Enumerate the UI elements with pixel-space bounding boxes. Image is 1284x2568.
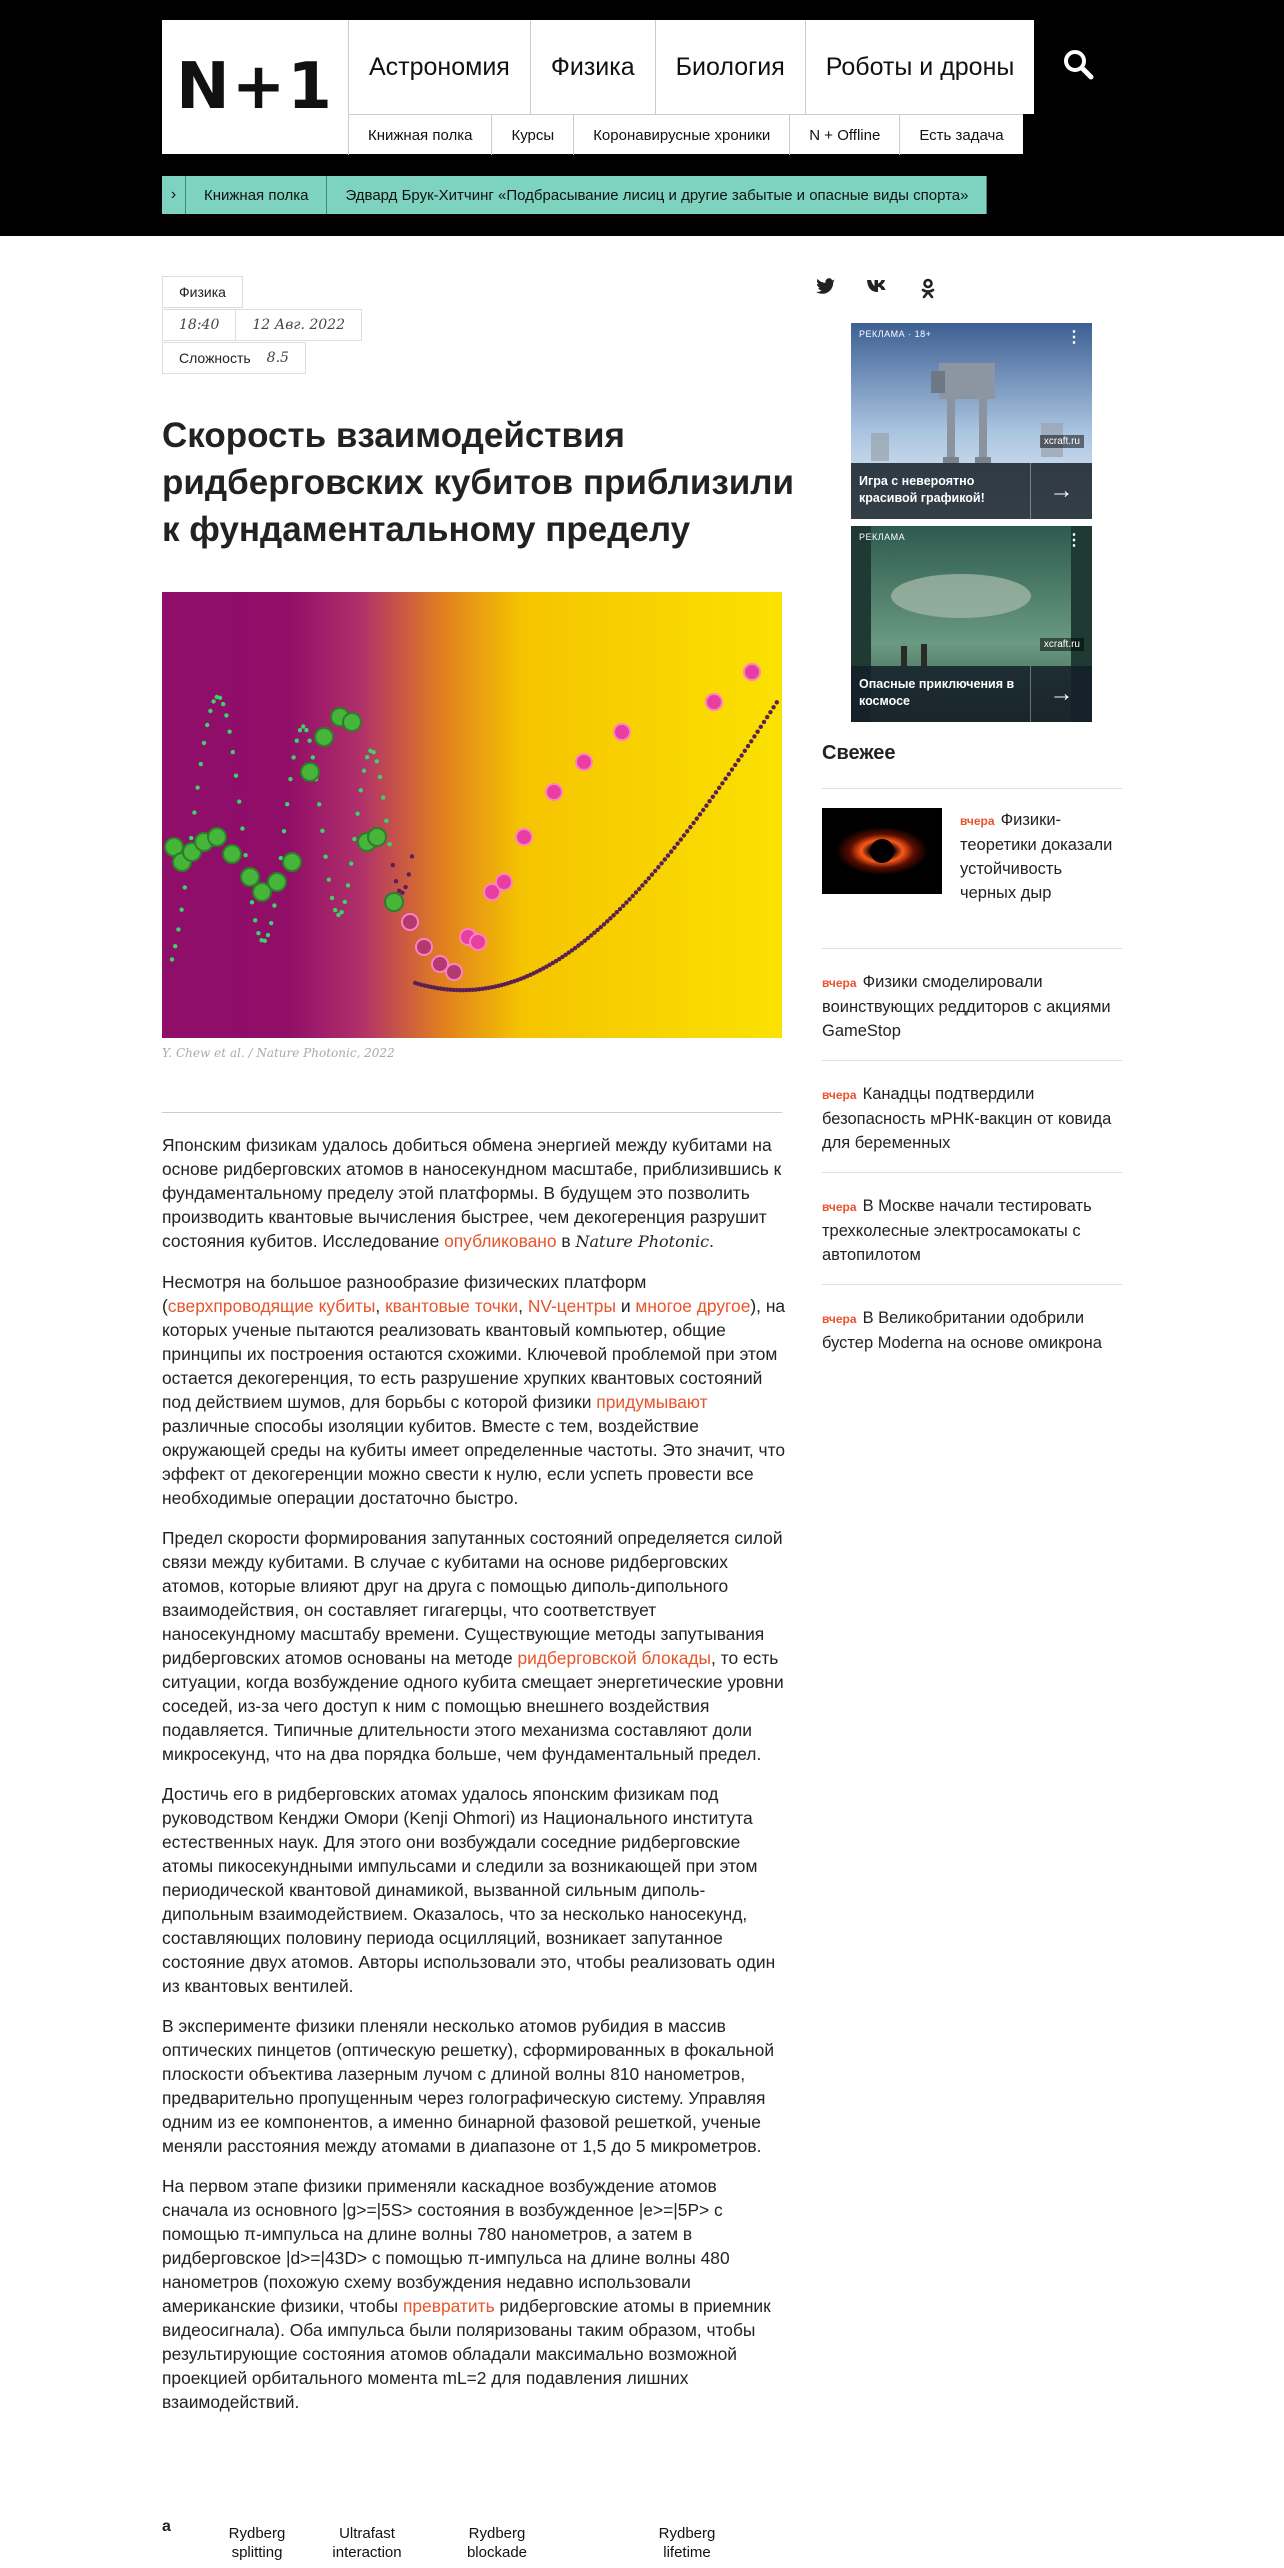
wave-point bbox=[400, 891, 404, 895]
wave-point bbox=[663, 857, 667, 861]
difficulty-label: Сложность bbox=[179, 350, 251, 366]
site-logo[interactable]: N+1 bbox=[162, 20, 348, 154]
figure-label: Rydberg lifetime bbox=[658, 2525, 716, 2561]
nav-robots[interactable]: Роботы и дроны bbox=[805, 20, 1035, 114]
ad-banner[interactable] bbox=[851, 526, 1092, 722]
wave-point bbox=[211, 699, 215, 703]
wave-point bbox=[301, 724, 305, 728]
news-time: вчера bbox=[960, 814, 995, 828]
vk-icon[interactable] bbox=[866, 278, 890, 294]
wave-point bbox=[387, 842, 391, 846]
figure-label: Ultrafast interaction bbox=[332, 2525, 402, 2561]
nav-physics[interactable]: Физика bbox=[530, 20, 655, 114]
wave-point bbox=[682, 833, 686, 837]
wave-point bbox=[291, 755, 295, 759]
measurement-dot bbox=[283, 853, 301, 871]
news-title: В Москве начали тестировать трехколесные электросамокаты с автопилотом bbox=[822, 1197, 1092, 1264]
news-title: Физики смоделировали воинствующих реддиторов с акциями GameStop bbox=[822, 973, 1111, 1040]
ad-caption bbox=[851, 463, 1092, 519]
ad-text: Опасные приключения в космосе bbox=[859, 677, 1015, 708]
measurement-dot bbox=[744, 664, 760, 680]
wave-point bbox=[755, 729, 759, 733]
image-caption: Y. Chew et al. / Nature Photonic, 2022 bbox=[162, 1046, 395, 1060]
wave-point bbox=[323, 854, 327, 858]
arrow-right-icon[interactable]: → bbox=[1030, 463, 1092, 519]
wave-point bbox=[634, 890, 638, 894]
ticker-headline[interactable]: Эдвард Брук-Хитчинг «Подбрасывание лисиц и другие забытые и опасные виды спорта» bbox=[327, 176, 987, 214]
wave-point bbox=[362, 769, 366, 773]
wave-point bbox=[643, 880, 647, 884]
wave-point bbox=[615, 910, 619, 914]
wave-point bbox=[704, 803, 708, 807]
text: Несмотря на большое разнообразие физических платформ ( bbox=[162, 1272, 647, 1316]
wave-point bbox=[675, 841, 679, 845]
news-time: вчера bbox=[822, 1088, 857, 1102]
wave-point bbox=[243, 853, 247, 857]
wave-point bbox=[410, 854, 414, 858]
text: Японским физикам удалось добиться обмена энергией между кубитами на основе ридберговских атомов в наносекундном масштабе, приблизившись к фундаментальному пределу этой платформы. В будущем это позволить производить квантовые вычисления быстрее, чем декогеренция разрушит состояния кубитов. Исследование bbox=[162, 1135, 782, 1251]
wave-point bbox=[707, 799, 711, 803]
text: и bbox=[615, 1296, 636, 1316]
wave-point bbox=[736, 758, 740, 762]
wave-point bbox=[333, 908, 337, 912]
rydberg-blockade-link[interactable]: ридберговской блокады bbox=[517, 1648, 712, 1668]
wave-point bbox=[627, 897, 631, 901]
wave-point bbox=[691, 821, 695, 825]
wave-point bbox=[359, 788, 363, 792]
news-title: Канадцы подтвердили безопасность мРНК-вакцин от ковида для беременных bbox=[822, 1085, 1112, 1152]
wave-point bbox=[384, 819, 388, 823]
news-thumbnail[interactable] bbox=[822, 808, 942, 894]
subnav-offline[interactable]: N + Offline bbox=[789, 115, 899, 155]
wave-point bbox=[208, 709, 212, 713]
more-options-icon[interactable]: ⋮ bbox=[1066, 532, 1082, 549]
wave-point bbox=[349, 861, 353, 865]
wave-point bbox=[272, 903, 276, 907]
wave-point bbox=[298, 728, 302, 732]
wave-point bbox=[307, 738, 311, 742]
wave-point bbox=[624, 900, 628, 904]
article-hero-image bbox=[162, 592, 782, 1038]
wave-point bbox=[656, 865, 660, 869]
wave-point bbox=[605, 919, 609, 923]
odnoklassniki-icon[interactable] bbox=[920, 278, 936, 300]
wave-point bbox=[266, 933, 270, 937]
wave-point bbox=[666, 853, 670, 857]
wave-point bbox=[394, 879, 398, 883]
wave-point bbox=[183, 885, 187, 889]
measurement-dot bbox=[446, 964, 462, 980]
wave-point bbox=[771, 705, 775, 709]
wave-point bbox=[221, 702, 225, 706]
news-time: вчера bbox=[822, 976, 857, 990]
measurement-dot bbox=[402, 914, 418, 930]
news-item[interactable] bbox=[822, 970, 1122, 1043]
text: ридберговские атомы в приемник видеосигнала). Оба импульса были поляризованы таким образом, чтобы результирующие состояния атомов обладали максимально возможной проекцией орбитального момента mL=2 для подавления лишних взаимодействий. bbox=[162, 2296, 771, 2412]
wave-point bbox=[352, 837, 356, 841]
divider bbox=[822, 948, 1122, 949]
ad-text: Игра с невероятно красивой графикой! bbox=[859, 474, 985, 505]
wave-point bbox=[723, 777, 727, 781]
text: , bbox=[375, 1296, 386, 1316]
text: ), на которых ученые пытаются реализовать квантовый компьютер, общие принципы их построения остаются схожими. Ключевой проблемой при этом остается декогеренция, то есть разрушение хрупких квантовых состояний под действием шумов, для борьбы с которой физики bbox=[162, 1296, 786, 1412]
wave-point bbox=[205, 723, 209, 727]
measurement-dot bbox=[268, 873, 286, 891]
wave-point bbox=[189, 836, 193, 840]
ticker-bar bbox=[162, 176, 987, 214]
text: различные способы изоляции кубитов. Вместе с тем, воздействие окружающей среды на кубиты имеет определенные частоты. Это значит, что эффект от декогеренции можно свести к нулю, если успеть провести все необходимые операции достаточно быстро. bbox=[162, 1416, 786, 1508]
journal-name: Nature Photonic bbox=[575, 1232, 710, 1251]
subnav-task[interactable]: Есть задача bbox=[899, 115, 1022, 155]
wave-point bbox=[727, 772, 731, 776]
arrow-right-icon[interactable]: → bbox=[1030, 666, 1092, 722]
wave-point bbox=[237, 799, 241, 803]
wave-point bbox=[733, 763, 737, 767]
wave-point bbox=[269, 921, 273, 925]
quantum-dots-link[interactable]: квантовые точки bbox=[385, 1296, 519, 1316]
wave-point bbox=[282, 829, 286, 833]
wave-point bbox=[250, 900, 254, 904]
published-link[interactable]: опубликовано bbox=[444, 1231, 557, 1251]
wave-point bbox=[371, 750, 375, 754]
wave-point bbox=[701, 808, 705, 812]
paragraph bbox=[162, 2174, 786, 2414]
wave-point bbox=[231, 750, 235, 754]
wave-point bbox=[714, 790, 718, 794]
wave-point bbox=[202, 741, 206, 745]
sub-nav bbox=[348, 114, 1023, 154]
measurement-dot bbox=[470, 934, 486, 950]
wave-point bbox=[711, 795, 715, 799]
measurement-dot bbox=[416, 939, 432, 955]
wave-point bbox=[637, 887, 641, 891]
news-time: вчера bbox=[822, 1200, 857, 1214]
wave-point bbox=[631, 894, 635, 898]
measurement-dot bbox=[208, 828, 226, 846]
wave-point bbox=[746, 744, 750, 748]
news-title: В Великобритании одобрили бустер Moderna на основе омикрона bbox=[822, 1309, 1102, 1352]
invent-link[interactable]: придумывают bbox=[596, 1392, 708, 1412]
wave-point bbox=[698, 812, 702, 816]
fresh-heading: Свежее bbox=[822, 742, 896, 764]
wave-point bbox=[327, 877, 331, 881]
news-item[interactable] bbox=[822, 1306, 1122, 1355]
wave-point bbox=[320, 829, 324, 833]
publish-date: 12 Авг. 2022 bbox=[235, 310, 361, 340]
wave-point bbox=[717, 786, 721, 790]
wave-point bbox=[176, 927, 180, 931]
subnav-covid[interactable]: Коронавирусные хроники bbox=[573, 115, 789, 155]
ad-caption bbox=[851, 666, 1092, 722]
paragraph bbox=[162, 1526, 786, 1766]
wave-point bbox=[224, 713, 228, 717]
paragraph: Достичь его в ридберговских атомах удалось японским физикам под руководством Кенджи Омори (Kenji Ohmori) из Национального института естественных наук. Для этого они возбуждали соседние ридберговские атомы пикосекундными импульсами и следили за возникающей при этом периодической квантовой динамикой, вызванной сильным диполь-дипольным взаимодействием. Оказалось, что за несколько наносекунд, составляющих половину периода осцилляций, возникает запутанное состояние двух атомов. Авторы использовали это, чтобы реализовать один из квантовых вентилей. bbox=[162, 1784, 776, 1996]
wave-point bbox=[343, 900, 347, 904]
wave-point bbox=[295, 739, 299, 743]
wave-point bbox=[672, 845, 676, 849]
divider bbox=[822, 788, 1122, 789]
subnav-courses[interactable]: Курсы bbox=[491, 115, 573, 155]
chevron-right-icon[interactable]: › bbox=[162, 176, 186, 214]
news-item[interactable] bbox=[822, 1082, 1122, 1155]
article-meta bbox=[162, 276, 362, 375]
ticker-category[interactable]: Книжная полка bbox=[186, 176, 327, 214]
divider bbox=[822, 1284, 1122, 1285]
wave-point bbox=[170, 957, 174, 961]
figure-panel-label: a bbox=[162, 2518, 171, 2535]
much-more-link[interactable]: многое другое bbox=[635, 1296, 751, 1316]
wave-point bbox=[365, 755, 369, 759]
article-body bbox=[162, 1133, 786, 2430]
ad-source: xcraft.ru bbox=[1040, 435, 1084, 448]
wave-point bbox=[403, 885, 407, 889]
wave-point bbox=[720, 781, 724, 785]
wave-point bbox=[253, 918, 257, 922]
search-icon[interactable] bbox=[1060, 46, 1096, 82]
date-tag bbox=[162, 309, 362, 341]
divider bbox=[822, 1060, 1122, 1061]
measurement-dot bbox=[241, 868, 259, 886]
wave-point bbox=[339, 910, 343, 914]
wave-point bbox=[659, 861, 663, 865]
wave-point bbox=[346, 883, 350, 887]
measurement-dot bbox=[496, 874, 512, 890]
wave-point bbox=[669, 849, 673, 853]
wave-point bbox=[688, 825, 692, 829]
rubric-tag[interactable]: Физика bbox=[162, 276, 243, 308]
wave-point bbox=[775, 700, 779, 704]
text: , bbox=[518, 1296, 528, 1316]
wave-point bbox=[381, 795, 385, 799]
ad-source: xcraft.ru bbox=[1040, 638, 1084, 651]
wave-point bbox=[685, 829, 689, 833]
wave-point bbox=[375, 759, 379, 763]
ad-banner[interactable] bbox=[851, 323, 1092, 519]
wave-point bbox=[192, 810, 196, 814]
text: , то есть ситуации, когда возбуждение одного кубита смещает энергетические уровни соседей, из-за чего доступ к ним с помощью внешнего воздействия подавляется. Типичные длительности этого механизма составляют доли микросекунд, что на два порядка больше, чем фундаментальный предел. bbox=[162, 1648, 784, 1764]
measurement-dot bbox=[385, 893, 403, 911]
wave-point bbox=[355, 812, 359, 816]
wave-point bbox=[679, 837, 683, 841]
wave-point bbox=[263, 939, 267, 943]
wave-point bbox=[653, 869, 657, 873]
ad-label: РЕКЛАМА bbox=[859, 532, 906, 542]
wave-point bbox=[618, 907, 622, 911]
main-nav bbox=[348, 20, 1034, 114]
difficulty-tag bbox=[162, 342, 306, 374]
measurement-dot bbox=[315, 728, 333, 746]
wave-point bbox=[378, 775, 382, 779]
wave-point bbox=[227, 729, 231, 733]
ad-label: РЕКЛАМА · 18+ bbox=[859, 329, 932, 339]
wave-point bbox=[173, 944, 177, 948]
paragraph bbox=[162, 1133, 786, 1254]
wave-point bbox=[695, 816, 699, 820]
wave-point bbox=[304, 728, 308, 732]
wave-point bbox=[749, 739, 753, 743]
text: Предел скорости формирования запутанных состояний определяется силой связи между кубитами. В случае с кубитами на основе ридберговских атомов, которые влияют друг на друга с помощью диполь-дипольного взаимодействия, он составляет гигагерцы, что соответствует наносекундному масштабу времени. Существующие методы запутывания ридберговских атомов основаны на методе bbox=[162, 1528, 783, 1668]
divider bbox=[822, 1172, 1122, 1173]
wave-point bbox=[759, 725, 763, 729]
news-item[interactable] bbox=[960, 808, 1120, 905]
wave-point bbox=[611, 913, 615, 917]
wave-point bbox=[288, 777, 292, 781]
difficulty-value: 8.5 bbox=[266, 350, 289, 366]
wave-point bbox=[179, 907, 183, 911]
paragraph: В эксперименте физики пленяли несколько атомов рубидия в массив оптических пинцетов (оптическую решетку), сформированных в фокальной плоскости объектива лазерным лучом с длиной волны 810 нанометров, предварительно пропущенным через голографическую систему. Управляя одним из ее компонентов, а именно бинарной фазовой решеткой, ученые меняли расстояния между атомами в диапазоне от 1,5 до 5 микрометров. bbox=[162, 2016, 775, 2156]
news-item[interactable] bbox=[822, 1194, 1122, 1267]
measurement-dot bbox=[223, 845, 241, 863]
wave-point bbox=[762, 720, 766, 724]
measurement-dot bbox=[546, 784, 562, 800]
wave-point bbox=[234, 774, 238, 778]
wave-point bbox=[730, 767, 734, 771]
wave-point bbox=[218, 696, 222, 700]
superconducting-qubits-link[interactable]: сверхпроводящие кубиты bbox=[167, 1296, 376, 1316]
wave-point bbox=[195, 785, 199, 789]
social-share bbox=[816, 278, 936, 300]
wave-point bbox=[317, 802, 321, 806]
news-title: Физики-теоретики доказали устойчивость черных дыр bbox=[960, 811, 1113, 902]
wave-point bbox=[311, 755, 315, 759]
news-time: вчера bbox=[822, 1312, 857, 1326]
wave-point bbox=[739, 753, 743, 757]
divider bbox=[162, 1112, 782, 1113]
article-title: Скорость взаимодействия ридберговских кубитов приблизили к фундаментальному пределу bbox=[162, 416, 795, 549]
wave-point bbox=[640, 883, 644, 887]
article-figure bbox=[162, 2514, 786, 2568]
text: . bbox=[709, 1231, 714, 1251]
wave-point bbox=[285, 802, 289, 806]
wave-point bbox=[621, 904, 625, 908]
nav-biology[interactable]: Биология bbox=[655, 20, 805, 114]
measurement-dot bbox=[706, 694, 722, 710]
wave-point bbox=[330, 896, 334, 900]
wave-point bbox=[752, 734, 756, 738]
site-header bbox=[0, 0, 1284, 236]
figure-label: Rydberg blockade bbox=[466, 2525, 528, 2561]
convert-link[interactable]: превратить bbox=[402, 2296, 495, 2316]
measurement-dot bbox=[516, 829, 532, 845]
wave-point bbox=[768, 710, 772, 714]
more-options-icon[interactable]: ⋮ bbox=[1066, 329, 1082, 346]
wave-point bbox=[391, 863, 395, 867]
wave-point bbox=[407, 872, 411, 876]
text: в bbox=[556, 1231, 576, 1251]
paragraph bbox=[162, 1270, 786, 1510]
wave-point bbox=[743, 749, 747, 753]
wave-point bbox=[650, 872, 654, 876]
measurement-dot bbox=[301, 763, 319, 781]
measurement-dot bbox=[343, 713, 361, 731]
measurement-dot bbox=[614, 724, 630, 740]
measurement-dot bbox=[368, 828, 386, 846]
text: На первом этапе физики применяли каскадное возбуждение атомов сначала из основного |g>=|5S> состояния в возбужденное |e>=|5P> с помощью π-импульса на длине волны 780 нанометров, а затем в ридберговское |d>=|43D> с помощью π-импульса на длине волны 480 нанометров (похожую схему возбуждения недавно использовали американские физики, чтобы bbox=[162, 2176, 730, 2316]
wave-point bbox=[647, 876, 651, 880]
wave-point bbox=[240, 826, 244, 830]
nav-astronomy[interactable]: Астрономия bbox=[348, 20, 530, 114]
wave-point bbox=[199, 762, 203, 766]
wave-point bbox=[256, 931, 260, 935]
wave-point bbox=[608, 916, 612, 920]
wave-point bbox=[765, 715, 769, 719]
nv-centers-link[interactable]: NV-центры bbox=[527, 1296, 616, 1316]
publish-time: 18:40 bbox=[179, 317, 220, 333]
measurement-dot bbox=[576, 754, 592, 770]
subnav-bookshelf[interactable]: Книжная полка bbox=[348, 115, 491, 155]
figure-label: Rydberg splitting bbox=[228, 2525, 286, 2561]
twitter-icon[interactable] bbox=[816, 278, 836, 296]
